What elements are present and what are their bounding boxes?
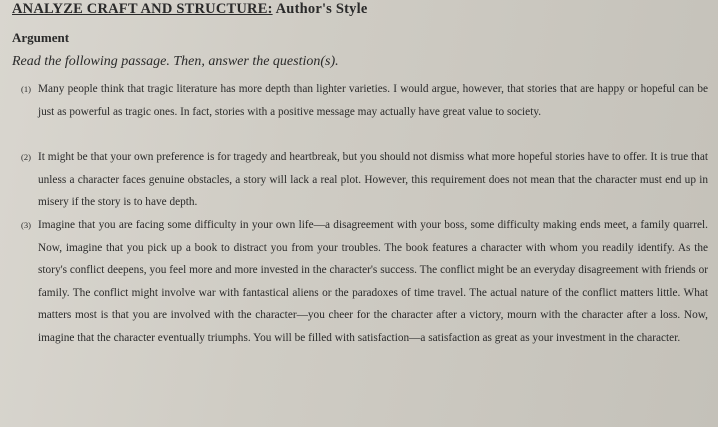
paragraph-number: (3) [21,220,31,230]
header-skill: ANALYZE CRAFT AND STRUCTURE: [12,1,273,17]
section-header [12,1,367,18]
paragraph-text: Imagine that you are facing some difficulty in your own life—a disagreement with your boss, some difficulty making ends meet, a family quarrel. Now, imagine that you pick up a book to distract you from your troubles. The book features a character with whom you readily identify. As the story's conflict deepens, you feel more and more invested in the character's success. The conflict might be an everyday disagreement with friends or family. The conflict might involve war with fantastical aliens or the paradoxes of time travel. The actual nature of the conflict matters little. What matters most is that you are involved with the character—you cheer for the character after a victory, mourn with the character after a loss. Now, imagine that the character eventually triumphs. You will be filled with satisfaction—a satisfaction as great as your investment in the character. [38,219,708,344]
paragraph-number: (2) [21,152,31,162]
paragraph-text: Many people think that tragic literature has more depth than lighter varieties. I would argue, however, that stories that are happy or hopeful can be just as powerful as tragic ones. In fact, stories with a positive message may actually have great value to society. [38,83,708,118]
header-topic: Author's Style [272,1,368,17]
paragraph-number: (1) [21,84,31,94]
subheading: Argument [12,30,70,45]
paragraph-text: It might be that your own preference is for tragedy and heartbreak, but you should not dismiss what more hopeful stories have to offer. It is true that unless a character faces genuine obstacles, a story will lack a real plot. However, this requirement does not mean that the character must end up in misery if the story is to have depth. [38,151,708,208]
instructions: Read the following passage. Then, answer the question(s). [12,54,339,69]
paragraph-1 [21,78,708,123]
paragraph-2 [21,146,708,214]
paragraph-3 [21,214,708,349]
